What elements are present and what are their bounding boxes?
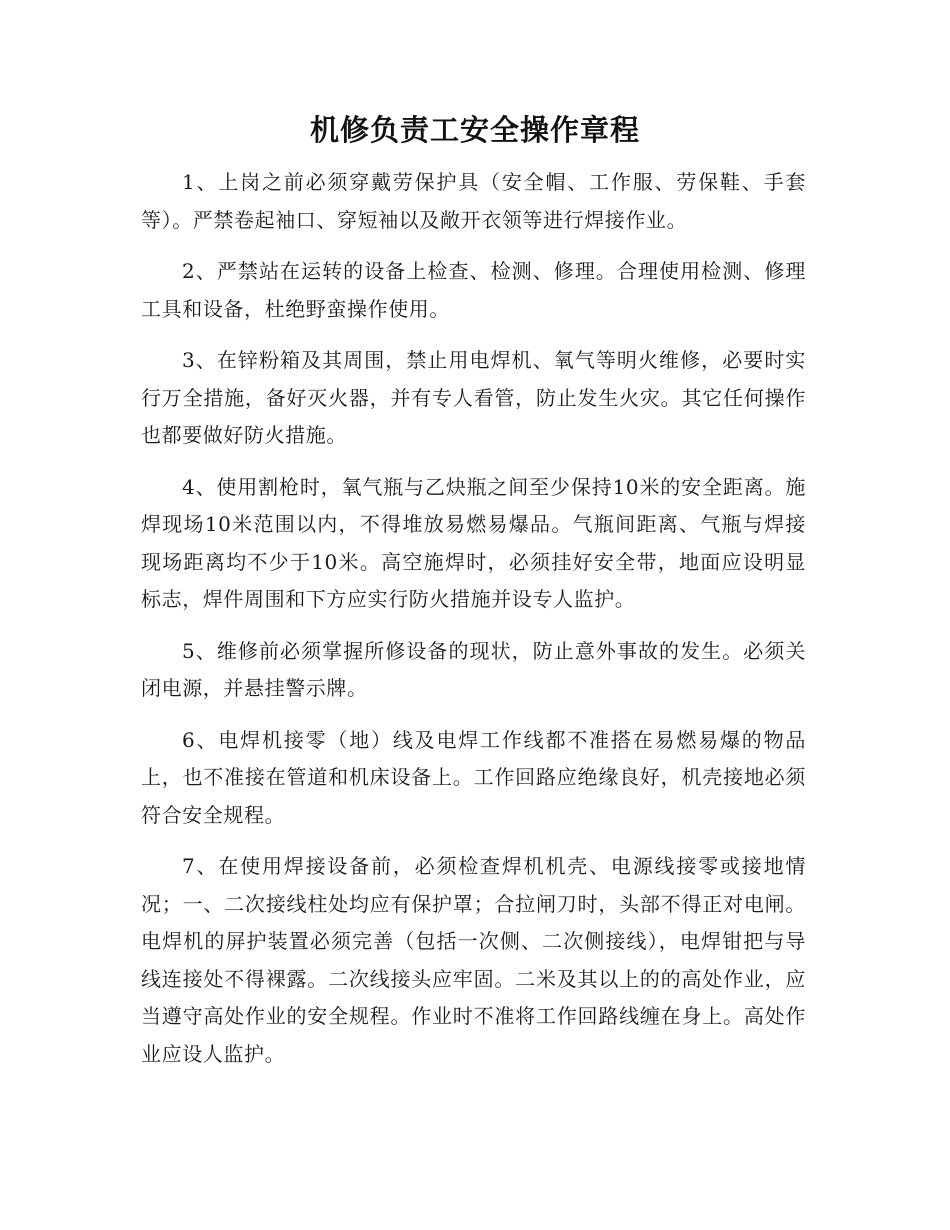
paragraph-1: 1、上岗之前必须穿戴劳保护具（安全帽、工作服、劳保鞋、手套等）。严禁卷起袖口、穿短袖以及敞开衣领等进行焊接作业。 [141, 170, 806, 232]
document-body [141, 164, 806, 1087]
paragraph-7: 7、在使用焊接设备前，必须检查焊机机壳、电源线接零或接地情况；一、二次接线柱处均应有保护罩；合拉闸刀时，头部不得正对电闸。电焊机的屏护装置必须完善（包括一次侧、二次侧接线），电焊钳把与导线连接处不得裸露。二次线接头应牢固。二米及其以上的的高处作业，应当遵守高处作业的安全规程。作业时不准将工作回路线缠在身上。高处作业应设人监护。 [141, 854, 806, 1066]
paragraph-4: 4、使用割枪时，氧气瓶与乙炔瓶之间至少保持10米的安全距离。施焊现场10米范围以内，不得堆放易燃易爆品。气瓶间距离、气瓶与焊接现场距离均不少于10米。高空施焊时，必须挂好安全带，地面应设明显标志，焊件周围和下方应实行防火措施并设专人监护。 [141, 474, 806, 611]
paragraph-2: 2、严禁站在运转的设备上检查、检测、修理。合理使用检测、修理工具和设备，杜绝野蛮操作使用。 [141, 259, 806, 321]
paragraph-6: 6、电焊机接零（地）线及电焊工作线都不准搭在易燃易爆的物品上，也不准接在管道和机床设备上。工作回路应绝缘良好，机壳接地必须符合安全规程。 [141, 727, 806, 827]
paragraph-5: 5、维修前必须掌握所修设备的现状，防止意外事故的发生。必须关闭电源，并悬挂警示牌。 [141, 638, 806, 700]
document-title: 机修负责工安全操作章程 [309, 113, 640, 147]
paragraph-3: 3、在锌粉箱及其周围，禁止用电焊机、氧气等明火维修，必要时实行万全措施，备好灭火器，并有专人看管，防止发生火灾。其它任何操作也都要做好防火措施。 [141, 348, 806, 447]
